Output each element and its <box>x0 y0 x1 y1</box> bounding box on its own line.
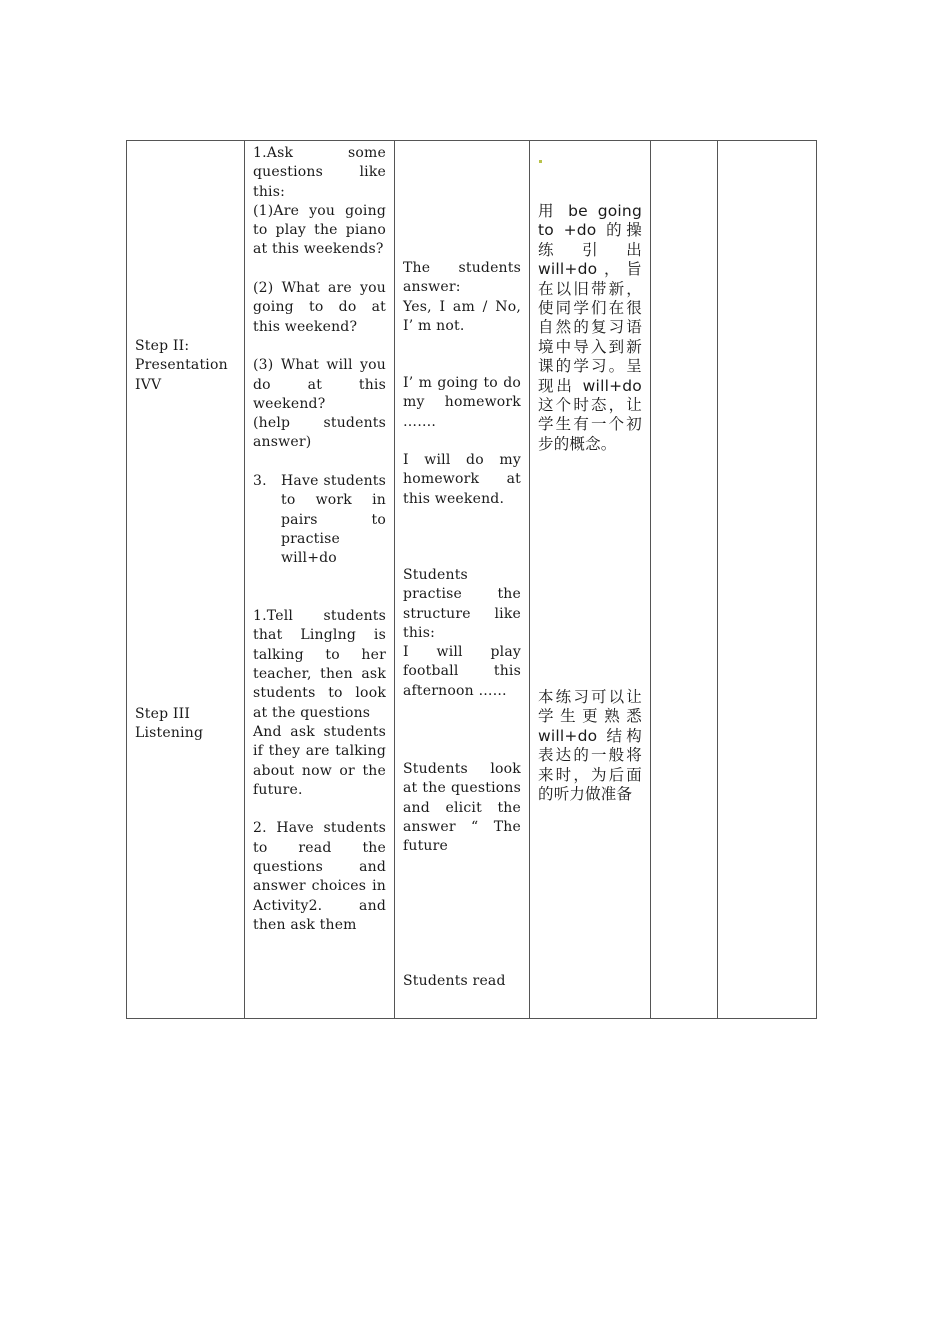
step3-label: Step III Listening <box>135 706 204 742</box>
question-2: (2) What are you going to do at this weekend? <box>253 280 386 335</box>
listening-item-1: 1.Tell students that Linglng is talking to her teacher, then ask students to look at the questions <box>253 608 386 721</box>
lesson-plan-table <box>126 140 817 1019</box>
marker-dot <box>539 160 542 163</box>
practise-text: Students practise the structure like this: <box>403 567 521 641</box>
empty-column-5 <box>651 141 718 1019</box>
teacher-activity-text <box>253 144 386 935</box>
purpose-text-2: 本练习可以让学生更熟悉 will+do 结构表达的一般将来时，为后面的听力做准备 <box>538 688 642 804</box>
going-to-answer: I’ m going to do my homework ……. <box>403 375 521 430</box>
step-column <box>127 141 245 1019</box>
will-answer: I will do my homework at this weekend. <box>403 452 521 507</box>
step2-label: Step II: Presentation IVV <box>135 338 228 393</box>
look-questions-text: Students look at the questions and elicit the answer “ The future <box>403 761 521 855</box>
answer-intro: The students answer: <box>403 260 521 296</box>
student-activity-column <box>395 141 530 1019</box>
design-purpose-column <box>530 141 651 1019</box>
question-1: (1)Are you going to play the piano at this weekends? <box>253 202 386 258</box>
ask-questions-item: 1.Ask some questions like this: <box>253 145 386 200</box>
pair-work-item: 3. Have students to work in pairs to practise will+do <box>253 473 386 567</box>
teacher-activity-column <box>245 141 395 1019</box>
practise-block <box>403 566 521 701</box>
students-read-text: Students read <box>403 973 506 989</box>
purpose-text-1: 用 be going to +do 的操练引出 will+do，旨在以旧带新，使同学们在很自然的复习语境中导入到新课的学习。呈现出 will+do 这个时态，让学生有一个初步的概念。 <box>538 202 642 453</box>
example-sentence: I will play football this afternoon …… <box>403 644 521 699</box>
question-3: (3) What will you do at this weekend? <box>253 357 386 412</box>
student-answer-block <box>403 259 521 336</box>
listening-item-1b: And ask students if they are talking about now or the future. <box>253 723 386 798</box>
help-note: (help students answer) <box>253 415 386 451</box>
answer-yes-no: Yes, I am / No, I’ m not. <box>403 298 521 334</box>
empty-column-6 <box>718 141 817 1019</box>
listening-item-2: 2. Have students to read the questions and answer choices in Activity2. and then ask them <box>253 820 386 933</box>
